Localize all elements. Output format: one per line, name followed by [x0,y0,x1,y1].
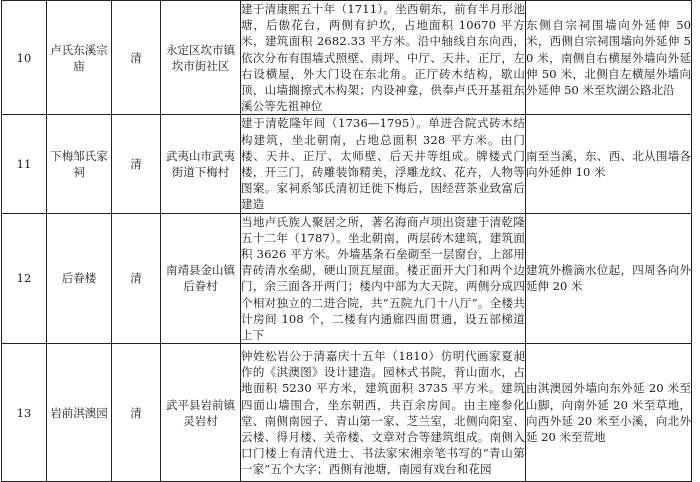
table-row [2,115,692,213]
row-number-cell: 11 [2,115,47,213]
table-row [2,213,692,344]
location-cell: 永定区坎市镇坎市街社区 [161,1,241,115]
row-number-cell: 10 [2,1,47,115]
era-cell: 清 [112,115,161,213]
location-cell: 南靖县金山镇后眷村 [161,213,241,344]
description-cell: 建于清乾隆年间（1736—1795）。单进合院式砖木结构建筑，坐北朝南，占地总面积 328 平方米。由门楼、天井、正厅、太师壁、后天井等组成。牌楼式门楼，开三门，砖雕装饰精美，浮雕龙纹、花卉，人物等图案。家祠系邹氏清初迁徙下梅后，因经营茶业致富后建造 [241,116,525,212]
protection-range-cell: 东侧自宗祠围墙向外延伸 50 米，西侧自宗祠围墙向外延伸 50 米，南侧自右横屋外墙向外延伸 50 米，北侧自左横屋外墙向外延伸 50 米至坎湖公路北沿 [526,1,692,115]
protection-range-cell: 建筑外檐滴水位起，四周各向外延伸 20 米 [526,213,692,344]
table-row [2,1,692,115]
site-name-cell: 后眷楼 [47,213,112,344]
row-number-cell: 13 [2,344,47,482]
row-number-cell: 12 [2,213,47,344]
description-cell: 建于清康熙五十年（1711）。坐西朝东，前有半月形池塘，后傲花台，两侧有护坎，占地面积 10670 平方米，建筑面积 2682.33 平方米。沿中轴线自东向西，依次分布有围墙式照壁、雨坪、中厅、天井、正厅，左右设横屋，外大门设在东北角。正厅砖木结构，歇山顶，山墙搁擦式木构架；内设神龛，供奉卢氏开基祖东溪公等先祖神位 [241,2,525,114]
era-cell: 清 [112,1,161,115]
protection-range-cell: 南至当溪，东、西、北从围墙各向外延伸 10 米 [526,115,692,213]
location-cell: 武平县岩前镇灵岩村 [161,344,241,482]
location-cell: 武夷山市武夷街道下梅村 [161,115,241,213]
era-cell: 清 [112,213,161,344]
description-cell: 钟姓松岩公于清嘉庆十五年（1810）仿明代画家夏昶作的《淇澳图》设计建造。园林式书院，背山面水，占地面积 5230 平方米，建筑面积 3735 平方米。建筑四面山墙围合，坐东朝西，共百余房间。由主座参化堂、南侧南园子、青山第一家、芝兰室，北侧向阳室、云楼、得月楼、关帝楼、文章对合等建筑组成。南侧入口门楼上有清代进士、书法家宋湘亲笔书写的“青山第一家”五个大字；西侧有池塘，南园有戏台和花园 [241,344,526,482]
site-name-cell: 岩前淇澳园 [47,344,112,482]
site-name-cell: 下梅邹氏家祠 [47,115,112,213]
description-cell: 当地卢氏族人聚居之所，著名海商卢项出资建于清乾隆五十二年（1787）。坐北朝南，两层砖木建筑，建筑面积 3626 平方米。外墙基条石垒砌至一层窗台，上部用青砖清水垒砌，硬山顶瓦屋面。楼正面开大门和两个边门，余三面各开两门；楼内中部为大天院，两侧分成四个相对独立的二进合院，共“五院九门十八厅”。全楼共计房间 108 个，二楼有内通廊四面贯通，设五部梯道上下 [241,214,525,343]
era-cell: 清 [112,344,161,482]
table-row [2,344,692,482]
protection-range-cell: 由淇澳园外墙向东外延 20 米至山脚，向南外延 20 米至草地，向西外延 20 米至小溪，向北外延 20 米至荒地 [526,344,692,482]
heritage-sites-table [1,0,692,482]
site-name-cell: 卢氏东溪宗庙 [47,1,112,115]
